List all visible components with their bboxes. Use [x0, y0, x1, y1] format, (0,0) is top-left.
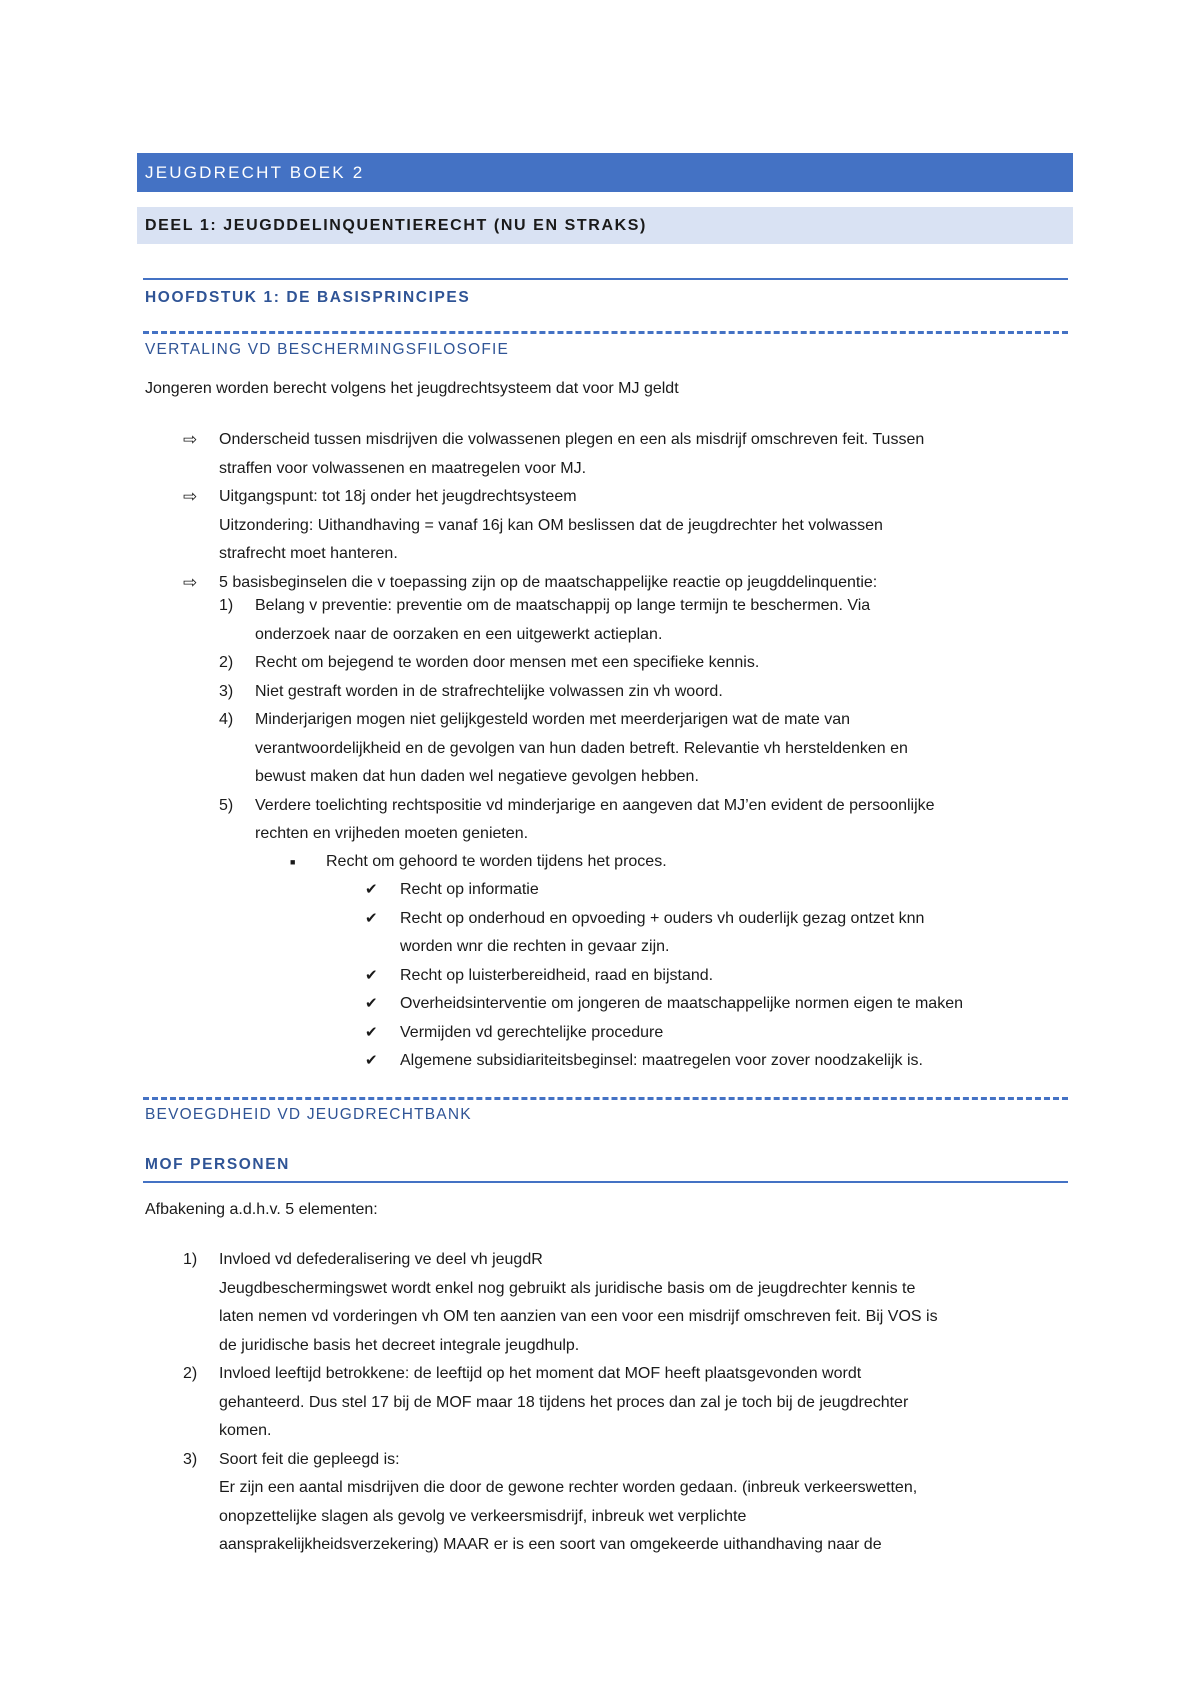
rule-top: [143, 278, 1068, 280]
arrow-right-outline-icon: ⇨: [183, 572, 198, 592]
element-item-line: gehanteerd. Dus stel 17 bij de MOF maar 18 tijdens het proces dan zal je toch bij de jeugdrechter: [219, 1393, 909, 1411]
element-item-line: Er zijn een aantal misdrijven die door de gewone rechter worden gedaan. (inbreuk verkeerswetten,: [219, 1479, 918, 1496]
element-number: 1): [183, 1251, 198, 1268]
element-number: 2): [183, 1365, 198, 1382]
principle-item-line: Niet gestraft worden in de strafrechtelijke volwassen zin vh woord.: [255, 682, 723, 700]
square-bullet-icon: ■: [290, 857, 296, 867]
principle-item-line: Recht om bejegend te worden door mensen met een specifieke kennis.: [255, 654, 760, 671]
document-title-bar: [137, 153, 1073, 192]
checkmark-bullet-icon: ✔: [365, 881, 378, 898]
chapter-heading: HOOFDSTUK 1: DE BASISPRINCIPES: [145, 289, 471, 306]
rule-dashed-2: [143, 1097, 1068, 1100]
principle-item-line: Minderjarigen mogen niet gelijkgesteld worden met meerderjarigen wat de mate van: [255, 711, 850, 728]
principle-number: 3): [219, 682, 234, 700]
right-item-line: Recht op onderhoud en opvoeding + ouders vh ouderlijk gezag ontzet knn: [400, 909, 925, 927]
element-item-line: onopzettelijke slagen als gevolg ve verkeersmisdrijf, inbreuk wet verplichte: [219, 1507, 747, 1525]
right-item-line: Recht op luisterbereidheid, raad en bijstand.: [400, 966, 714, 984]
arrow-item-line: 5 basisbeginselen die v toepassing zijn op de maatschappelijke reactie op jeugddelinquentie:: [219, 573, 878, 591]
part-heading-bar: [137, 207, 1073, 244]
checkmark-bullet-icon: ✔: [365, 995, 378, 1012]
section-heading-2: BEVOEGDHEID VD JEUGDRECHTBANK: [145, 1106, 472, 1123]
principle-item-line: bewust maken dat hun daden wel negatieve gevolgen hebben.: [255, 768, 699, 785]
checkmark-bullet-icon: ✔: [365, 1052, 378, 1069]
right-item-line: worden wnr die rechten in gevaar zijn.: [400, 938, 670, 955]
right-item-line: Recht op informatie: [400, 881, 539, 898]
subsection-heading: MOF PERSONEN: [145, 1156, 290, 1173]
arrow-item-line: Uitgangspunt: tot 18j onder het jeugdrechtsysteem: [219, 488, 577, 505]
principle-item-line: verantwoordelijkheid en de gevolgen van hun daden betreft. Relevantie vh hersteldenken en: [255, 739, 908, 757]
arrow-item-line: straffen voor volwassenen en maatregelen voor MJ.: [219, 459, 587, 477]
principle-number: 2): [219, 654, 234, 671]
checkmark-bullet-icon: ✔: [365, 966, 378, 984]
rule-dashed-1: [143, 331, 1068, 334]
principle-item-line: onderzoek naar de oorzaken en een uitgewerkt actieplan.: [255, 625, 663, 643]
arrow-item-line: Onderscheid tussen misdrijven die volwassenen plegen en een als misdrijf omschreven feit. Tussen: [219, 431, 925, 448]
principle-number: 4): [219, 711, 234, 728]
element-item-line: laten nemen vd vorderingen vh OM ten aanzien van een voor een misdrijf omschreven feit. Bij VOS is: [219, 1308, 938, 1325]
right-item-line: Algemene subsidiariteitsbeginsel: maatregelen voor zover noodzakelijk is.: [400, 1052, 923, 1069]
part-heading: DEEL 1: JEUGDDELINQUENTIERECHT (NU EN STRAKS): [145, 216, 647, 234]
square-item: Recht om gehoord te worden tijdens het proces.: [326, 853, 667, 870]
arrow-item-line: Uitzondering: Uithandhaving = vanaf 16j kan OM beslissen dat de jeugdrechter het volwassen: [219, 516, 883, 534]
element-item-line: de juridische basis het decreet integrale jeugdhulp.: [219, 1336, 580, 1354]
element-item-line: Invloed leeftijd betrokkene: de leeftijd op het moment dat MOF heeft plaatsgevonden wordt: [219, 1365, 862, 1382]
checkmark-bullet-icon: ✔: [365, 1023, 378, 1041]
principle-number: 1): [219, 597, 234, 614]
document-title: JEUGDRECHT BOEK 2: [145, 162, 365, 182]
intro-text: Jongeren worden berecht volgens het jeugdrechtsysteem dat voor MJ geldt: [145, 380, 679, 397]
principle-number: 5): [219, 796, 234, 814]
arrow-right-outline-icon: ⇨: [183, 430, 198, 449]
arrow-right-outline-icon: ⇨: [183, 487, 198, 506]
afbakening-text: Afbakening a.d.h.v. 5 elementen:: [145, 1201, 378, 1218]
rule-bottom: [143, 1181, 1068, 1183]
arrow-item-line: strafrecht moet hanteren.: [219, 545, 398, 562]
checkmark-bullet-icon: ✔: [365, 909, 378, 927]
element-item-line: komen.: [219, 1422, 272, 1439]
right-item-line: Vermijden vd gerechtelijke procedure: [400, 1023, 664, 1041]
element-item-line: aansprakelijkheidsverzekering) MAAR er is een soort van omgekeerde uithandhaving naar de: [219, 1536, 882, 1553]
element-item-line: Soort feit die gepleegd is:: [219, 1450, 400, 1468]
principle-item-line: rechten en vrijheden moeten genieten.: [255, 825, 529, 842]
right-item-line: Overheidsinterventie om jongeren de maatschappelijke normen eigen te maken: [400, 995, 963, 1012]
element-item-line: Invloed vd defederalisering ve deel vh jeugdR: [219, 1251, 543, 1268]
principle-item-line: Verdere toelichting rechtspositie vd minderjarige en aangeven dat MJ’en evident de persoonlijke: [255, 796, 935, 814]
section-heading-1: VERTALING VD BESCHERMINGSFILOSOFIE: [145, 341, 510, 358]
element-number: 3): [183, 1450, 198, 1468]
principle-item-line: Belang v preventie: preventie om de maatschappij op lange termijn te beschermen. Via: [255, 597, 871, 614]
element-item-line: Jeugdbeschermingswet wordt enkel nog gebruikt als juridische basis om de jeugdrechter kennis te: [219, 1279, 916, 1297]
